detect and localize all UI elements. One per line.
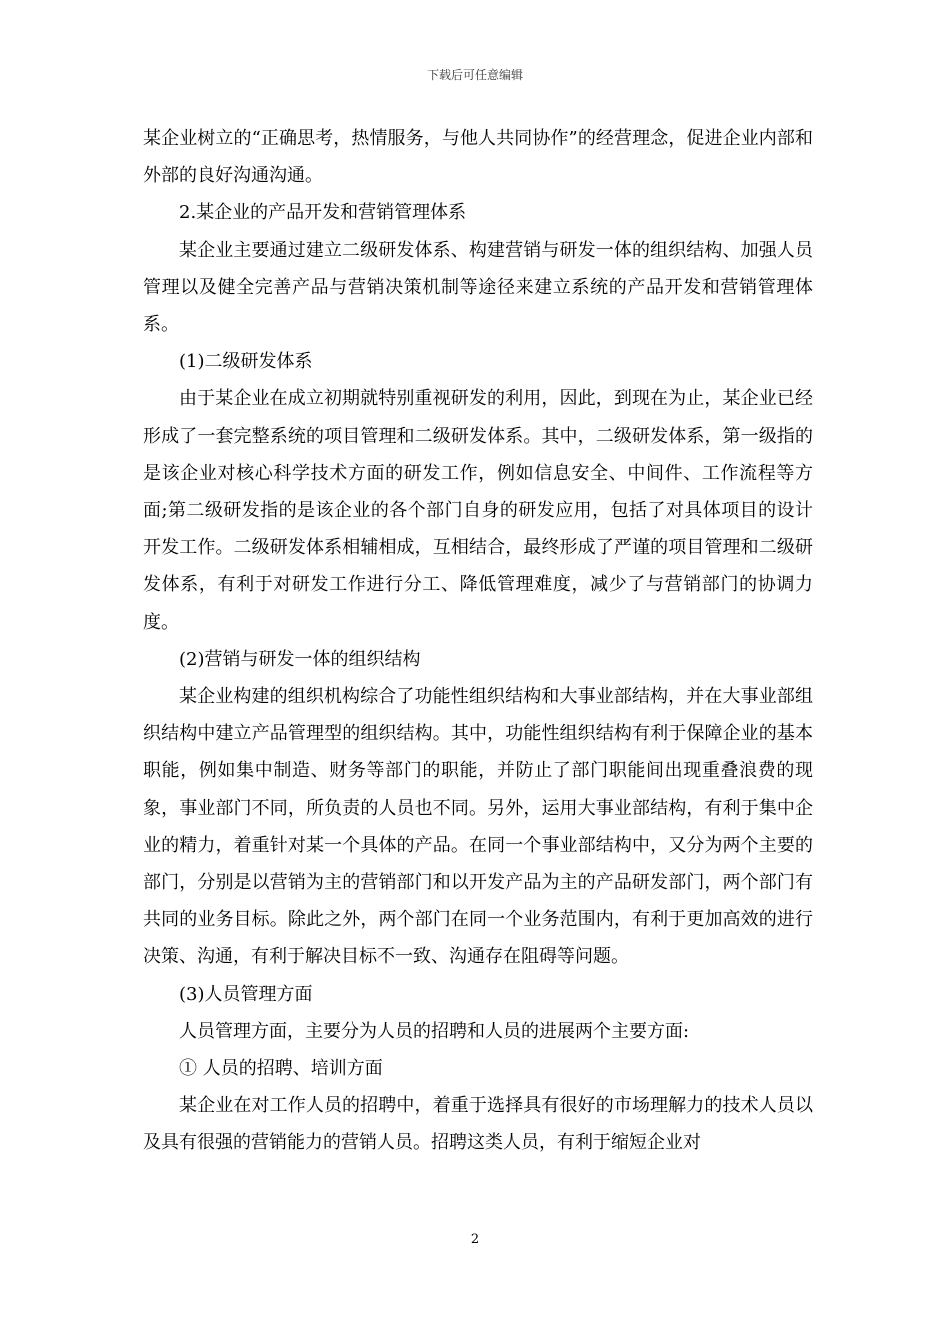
document-body (143, 120, 813, 1162)
paragraph-system-overview: 某企业主要通过建立二级研发体系、构建营销与研发一体的组织结构、加强人员管理以及健全完善产品与营销决策机制等途径来建立系统的产品开发和营销管理体系。 (143, 239, 813, 336)
heading-rd-system: (1)二级研发体系 (179, 351, 313, 373)
heading-recruitment: ① 人员的招聘、培训方面 (179, 1058, 383, 1080)
heading-section-2: 2.某企业的产品开发和营销管理体系 (179, 202, 467, 224)
paragraph-recruitment: 某企业在对工作人员的招聘中，着重于选择具有很好的市场理解力的技术人员以及具有很强的营销能力的营销人员。招聘这类人员，有利于缩短企业对 (143, 1095, 813, 1154)
paragraph-rd-system: 由于某企业在成立初期就特别重视研发的利用，因此，到现在为止，某企业已经形成了一套完整系统的项目管理和二级研发体系。其中，二级研发体系，第一级指的是该企业对核心科学技术方面的研发工作，例如信息安全、中间件、工作流程等方面;第二级研发指的是该企业的各个部门自身的研发应用，包括了对具体项目的设计开发工作。二级研发体系相辅相成，互相结合，最终形成了严谨的项目管理和二级研发体系，有利于对研发工作进行分工、降低管理难度，减少了与营销部门的协调力度。 (143, 388, 813, 633)
paragraph-business-philosophy: 某企业树立的“正确思考，热情服务，与他人共同协作”的经营理念，促进企业内部和外部的良好沟通沟通。 (143, 128, 813, 187)
paragraph-personnel-intro: 人员管理方面，主要分为人员的招聘和人员的进展两个主要方面: (179, 1020, 690, 1042)
heading-org-structure: (2)营销与研发一体的组织结构 (179, 648, 421, 670)
header-note: 下载后可任意编辑 (426, 68, 523, 82)
heading-personnel: (3)人员管理方面 (179, 983, 313, 1005)
paragraph-org-structure: 某企业构建的组织机构综合了功能性组织结构和大事业部结构，并在大事业部组织结构中建立产品管理型的组织结构。其中，功能性组织结构有利于保障企业的基本职能，例如集中制造、财务等部门的职能，并防止了部门职能间出现重叠浪费的现象，事业部门不同，所负责的人员也不同。另外，运用大事业部结构，有利于集中企业的精力，着重针对某一个具体的产品。在同一个事业部结构中，又分为两个主要的部门，分别是以营销为主的营销部门和以开发产品为主的产品研发部门，两个部门有共同的业务目标。除此之外，两个部门在同一个业务范围内，有利于更加高效的进行决策、沟通，有利于解决目标不一致、沟通存在阻碍等问题。 (143, 686, 813, 968)
page-number: 2 (470, 1232, 480, 1247)
